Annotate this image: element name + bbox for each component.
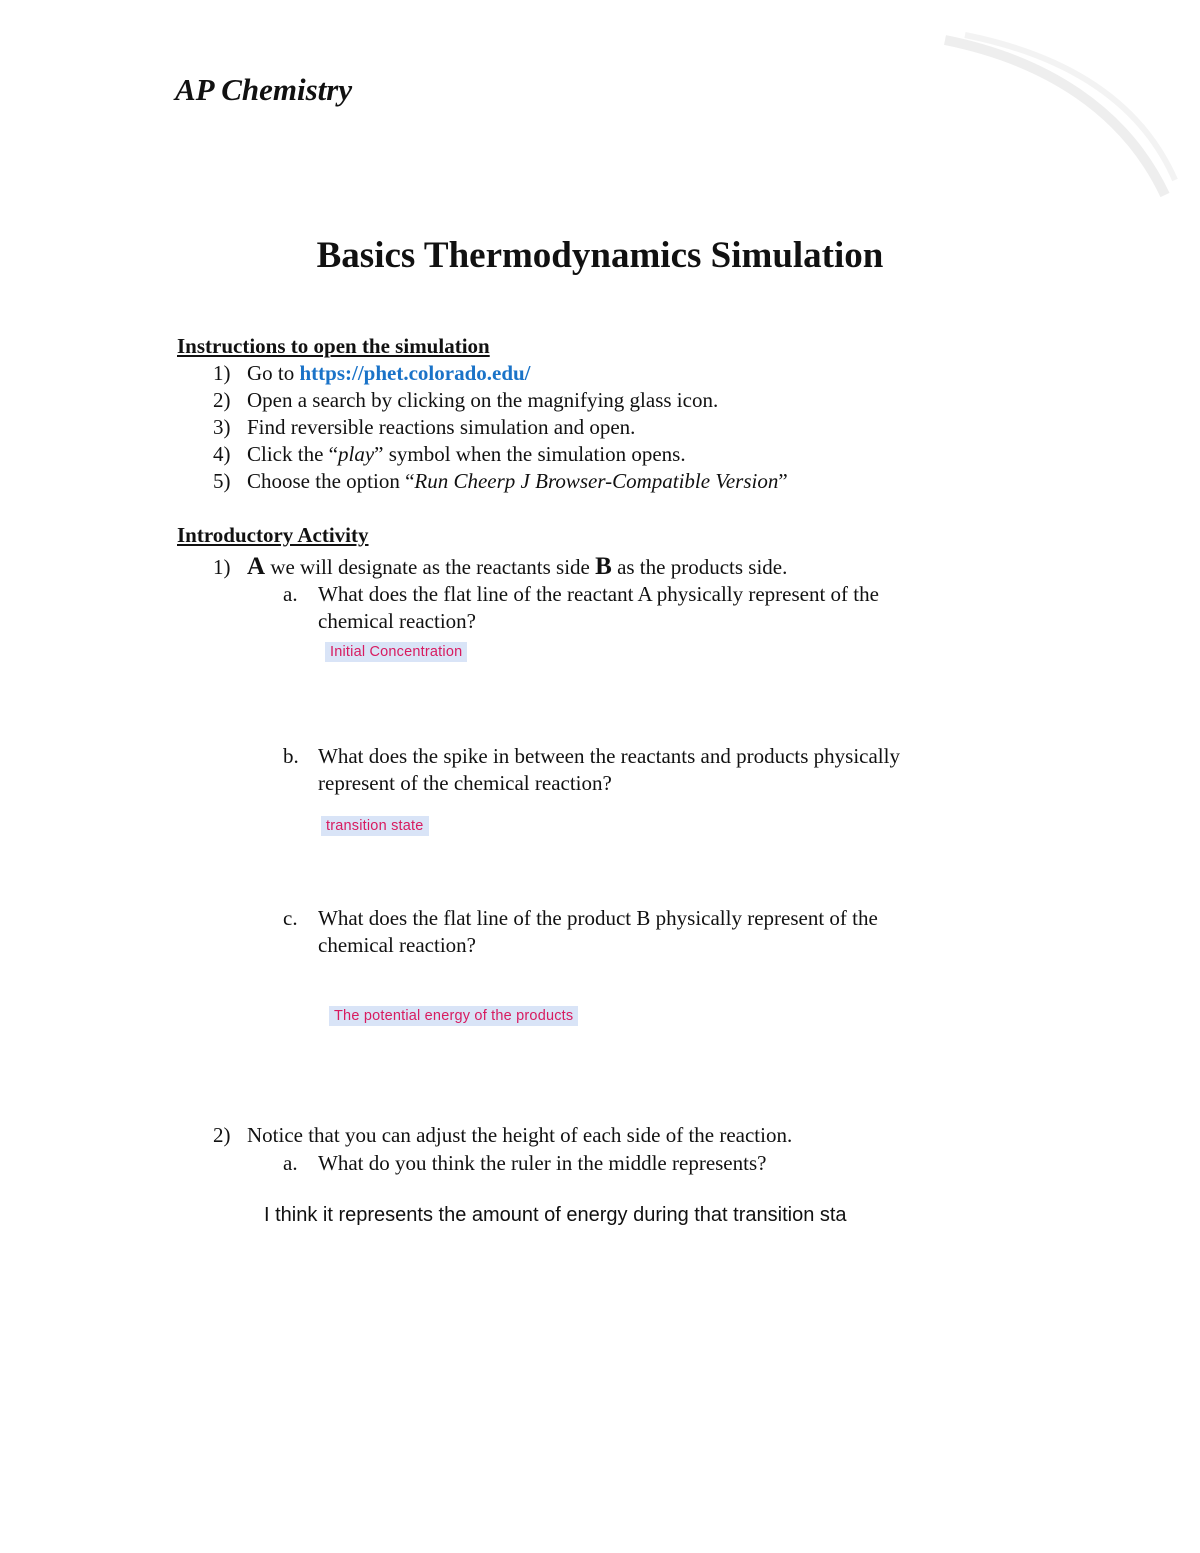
course-title: AP Chemistry: [175, 72, 353, 107]
question-number: 2): [213, 1123, 231, 1147]
question-text: What does the spike in between the reactants and products physically: [318, 744, 900, 768]
item-emphasis: play: [337, 442, 375, 466]
answer-1c[interactable]: The potential energy of the products: [329, 1006, 578, 1026]
part-label: c.: [283, 906, 298, 930]
letter-b: B: [595, 553, 612, 580]
item-text: ”: [778, 469, 788, 493]
question-text: Notice that you can adjust the height of each side of the reaction.: [247, 1123, 793, 1147]
question-1c: [283, 906, 878, 931]
item-text: Find reversible reactions simulation and open.: [247, 415, 636, 439]
item-number: 1): [213, 361, 231, 385]
item-number: 5): [213, 469, 231, 493]
instruction-item-4: [213, 442, 686, 467]
question-text: as the products side.: [611, 555, 788, 579]
part-label: a.: [283, 1151, 298, 1175]
item-text: Go to: [247, 361, 300, 385]
question-number: 1): [213, 555, 231, 579]
question-2a: [283, 1151, 766, 1176]
item-number: 3): [213, 415, 231, 439]
page-curl-watermark: [925, 30, 1185, 205]
question-2: [213, 1123, 792, 1148]
answer-1a[interactable]: Initial Concentration: [325, 642, 467, 662]
answer-2a[interactable]: I think it represents the amount of energy during that transition sta: [264, 1204, 847, 1226]
question-text: What does the flat line of the product B physically represent of the: [318, 906, 878, 930]
intro-heading: Introductory Activity: [177, 523, 369, 547]
instruction-item-3: [213, 415, 635, 440]
item-text: Open a search by clicking on the magnifying glass icon.: [247, 388, 719, 412]
part-label: b.: [283, 744, 299, 768]
part-label: a.: [283, 582, 298, 606]
question-text: we will designate as the reactants side: [265, 555, 596, 579]
question-1a-cont: chemical reaction?: [318, 609, 476, 633]
item-text: Click the “: [247, 442, 338, 466]
question-1a: [283, 582, 879, 607]
instruction-item-2: [213, 388, 718, 413]
question-text: What does the flat line of the reactant A physically represent of the: [318, 582, 879, 606]
item-text: ” symbol when the simulation opens.: [374, 442, 686, 466]
answer-1b[interactable]: transition state: [321, 816, 429, 836]
question-text: What do you think the ruler in the middle represents?: [318, 1151, 767, 1175]
phet-link[interactable]: https://phet.colorado.edu/: [299, 361, 531, 385]
instruction-item-1: [213, 361, 531, 386]
item-emphasis: Run Cheerp J Browser-Compatible Version: [414, 469, 779, 493]
item-number: 4): [213, 442, 231, 466]
letter-a: A: [247, 553, 266, 580]
instruction-item-5: [213, 469, 788, 494]
document-title: Basics Thermodynamics Simulation: [316, 235, 884, 276]
question-1b-cont: represent of the chemical reaction?: [318, 771, 612, 795]
question-1b: [283, 744, 900, 769]
item-text: Choose the option “: [247, 469, 415, 493]
question-1: [213, 553, 787, 581]
item-number: 2): [213, 388, 231, 412]
instructions-heading: Instructions to open the simulation: [177, 334, 490, 358]
question-1c-cont: chemical reaction?: [318, 933, 476, 957]
